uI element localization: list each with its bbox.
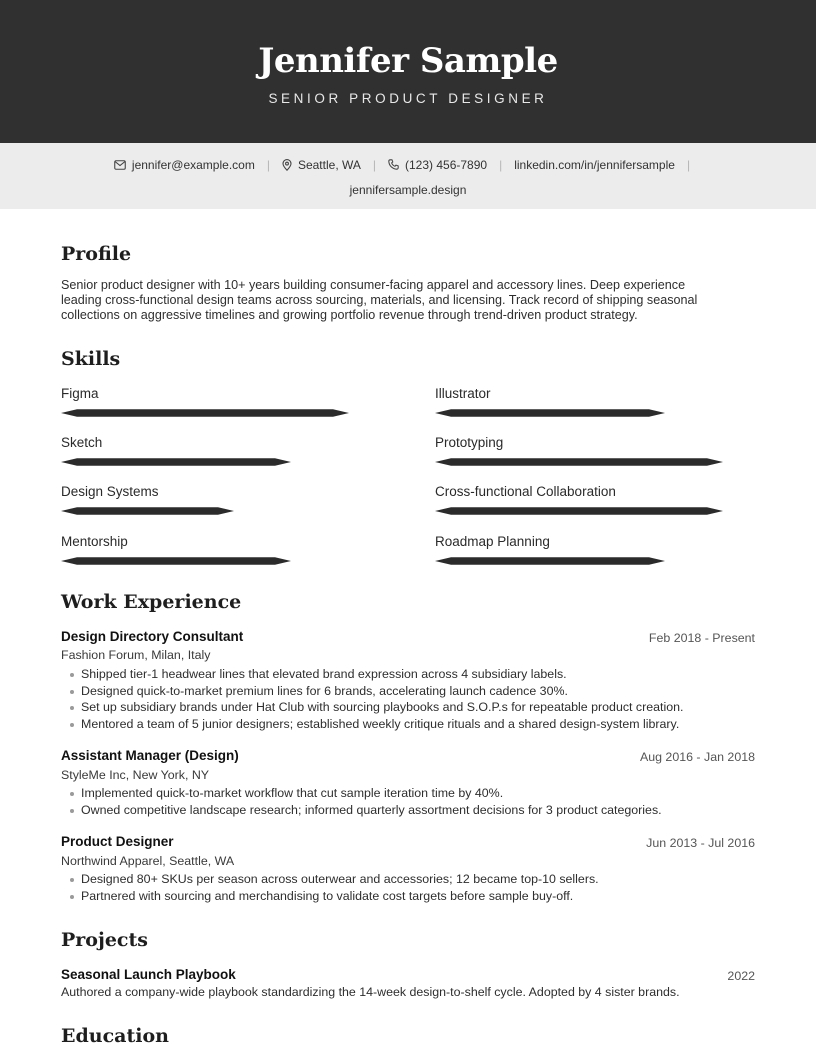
- email-text: jennifer@example.com: [131, 157, 255, 172]
- bullet-text: Designed quick-to-market premium lines for 6 brands, accelerating launch cadence 30%.: [81, 683, 568, 698]
- skill-label: Illustrator: [435, 386, 491, 401]
- job-title: Design Directory Consultant: [61, 629, 244, 644]
- mail-icon: [114, 160, 126, 170]
- contact-email[interactable]: [114, 157, 255, 173]
- bullet-dot: [70, 706, 74, 710]
- job-title: Product Designer: [61, 834, 174, 849]
- candidate-name: Jennifer Sample: [258, 41, 558, 81]
- phone-text: (123) 456-7890: [405, 157, 488, 172]
- job-company: StyleMe Inc, New York, NY: [61, 768, 210, 782]
- skills-heading: Skills: [61, 348, 121, 370]
- bullet-item: [61, 699, 761, 716]
- job-dates: Feb 2018 - Present: [648, 631, 755, 645]
- skill-level-fill: [61, 507, 234, 515]
- bullet-text: Shipped tier-1 headwear lines that elevated brand expression across 4 subsidiary labels.: [81, 667, 567, 681]
- bullet-dot: [70, 723, 74, 727]
- project-title: Seasonal Launch Playbook: [61, 967, 236, 982]
- contact-separator: |: [499, 157, 503, 172]
- profile-line: collections on aggressive timelines and growing portfolio revenue through trend-driven product strategy.: [61, 308, 638, 322]
- skill-level-bar: [61, 556, 291, 566]
- profile-heading: Profile: [61, 243, 132, 265]
- skill-label: Figma: [61, 386, 99, 401]
- job-dates: Aug 2016 - Jan 2018: [639, 750, 755, 764]
- contact-separator: |: [266, 157, 270, 172]
- job-company: Northwind Apparel, Seattle, WA: [61, 854, 235, 868]
- phone-icon: [388, 159, 399, 170]
- bullet-item: [61, 802, 761, 819]
- bullet-dot: [70, 673, 74, 677]
- bullet-item: [61, 716, 761, 733]
- skill-label: Mentorship: [61, 534, 128, 549]
- contact-separator: |: [372, 157, 376, 172]
- skill-level-bar: [61, 408, 349, 418]
- bullet-dot: [70, 809, 74, 813]
- website-text: jennifersample.design: [349, 182, 467, 197]
- skill-level-fill: [61, 409, 349, 417]
- project-year: 2022: [727, 969, 755, 983]
- skill-level-bar: [435, 556, 665, 566]
- skill-level-fill: [435, 409, 665, 417]
- bullet-text: Set up subsidiary brands under Hat Club with sourcing playbooks and S.O.P.s for repeatable product creation.: [81, 700, 684, 715]
- location-pin-icon: [282, 159, 292, 171]
- skill-level-bar: [61, 506, 234, 516]
- contact-phone[interactable]: [388, 157, 487, 173]
- bullet-text: Implemented quick-to-market workflow that cut sample iteration time by 40%.: [81, 786, 504, 800]
- skill-level-fill: [435, 507, 723, 515]
- bullet-item: [61, 683, 761, 700]
- bullet-text: Partnered with sourcing and merchandising to validate cost targets before sample buy-off.: [81, 888, 574, 903]
- job-bullets: [61, 666, 761, 733]
- job-bullets: [61, 785, 761, 818]
- contact-linkedin[interactable]: [514, 157, 675, 173]
- contact-separator: |: [686, 157, 691, 172]
- job-company: Fashion Forum, Milan, Italy: [61, 648, 211, 662]
- bullet-dot: [70, 878, 74, 882]
- resume-header: [0, 0, 816, 143]
- bullet-text: Owned competitive landscape research; informed quarterly assortment decisions for 3 product categories.: [81, 802, 662, 817]
- location-text: Seattle, WA: [297, 157, 361, 172]
- skill-label: Prototyping: [435, 435, 504, 450]
- bullet-item: [61, 871, 761, 888]
- candidate-role: SENIOR PRODUCT DESIGNER: [268, 91, 548, 106]
- contact-bar: [0, 143, 816, 209]
- experience-heading: Work Experience: [61, 591, 242, 613]
- skill-level-bar: [435, 408, 665, 418]
- skill-level-fill: [61, 557, 291, 565]
- project-description: Authored a company-wide playbook standardizing the 14-week design-to-shelf cycle. Adopted by 4 sister brands.: [61, 985, 680, 999]
- education-heading: Education: [61, 1025, 169, 1047]
- bullet-dot: [70, 690, 74, 694]
- bullet-item: [61, 666, 761, 683]
- skill-level-bar: [61, 457, 291, 467]
- projects-heading: Projects: [61, 929, 148, 951]
- skill-label: Sketch: [61, 435, 103, 450]
- skill-level-fill: [61, 458, 291, 466]
- contact-row-website: [0, 181, 816, 198]
- skill-level-bar: [435, 506, 723, 516]
- bullet-dot: [70, 792, 74, 796]
- bullet-text: Designed 80+ SKUs per season across outerwear and accessories; 12 became top-10 sellers.: [81, 872, 599, 886]
- profile-summary: [61, 278, 761, 323]
- contact-row: [0, 156, 816, 173]
- bullet-dot: [70, 895, 74, 899]
- bullet-item: [61, 888, 761, 905]
- contact-website[interactable]: [350, 182, 467, 198]
- contact-location: [282, 157, 361, 173]
- skill-label: Design Systems: [61, 484, 159, 499]
- skill-level-fill: [435, 557, 665, 565]
- job-title: Assistant Manager (Design): [61, 748, 239, 763]
- bullet-item: [61, 785, 761, 802]
- job-dates: Jun 2013 - Jul 2016: [646, 836, 755, 850]
- linkedin-text: linkedin.com/in/jennifersample: [514, 157, 675, 172]
- skill-level-fill: [435, 458, 723, 466]
- job-bullets: [61, 871, 761, 904]
- profile-line: leading cross-functional design teams across sourcing, materials, and licensing. Track record of shipping seasonal: [61, 293, 698, 307]
- skill-label: Roadmap Planning: [435, 534, 550, 549]
- bullet-text: Mentored a team of 5 junior designers; established weekly critique rituals and a shared design-system library.: [81, 717, 680, 732]
- skill-label: Cross-functional Collaboration: [435, 484, 616, 499]
- skill-level-bar: [435, 457, 723, 467]
- profile-line: Senior product designer with 10+ years building consumer-facing apparel and accessory lines. Deep experience: [61, 278, 686, 292]
